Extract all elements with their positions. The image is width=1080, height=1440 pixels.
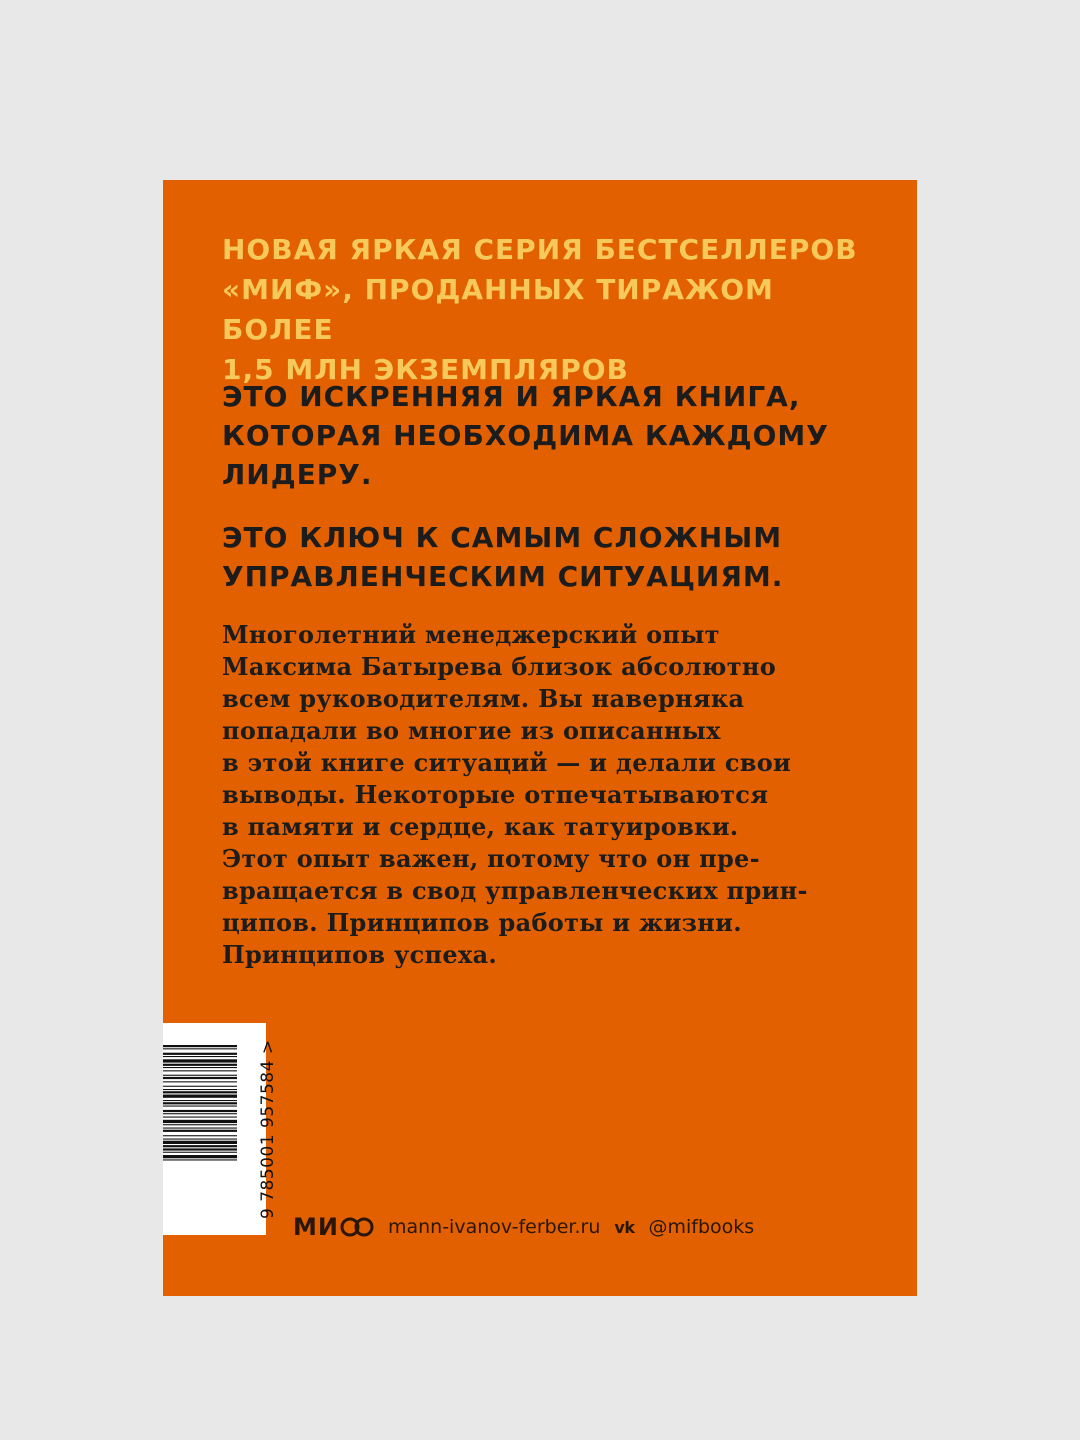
barcode-bars — [163, 1023, 266, 1235]
barcode-bar — [163, 1159, 237, 1160]
promo-line: «МИФ», ПРОДАННЫХ ТИРАЖОМ БОЛЕЕ — [222, 273, 774, 346]
barcode-bar — [163, 1086, 237, 1087]
barcode-bar — [163, 1045, 237, 1047]
tagline-line: КОТОРАЯ НЕОБХОДИМА КАЖДОМУ — [222, 419, 829, 452]
logo-text: МИ — [293, 1213, 339, 1241]
promo-line: 1,5 МЛН ЭКЗЕМПЛЯРОВ — [222, 353, 629, 386]
barcode-bar — [163, 1145, 237, 1147]
book-back-cover — [163, 180, 917, 1296]
barcode-bar — [163, 1117, 237, 1118]
isbn-number: 9 785001 957584 > — [258, 1039, 278, 1219]
barcode-bar — [163, 1075, 237, 1076]
barcode-bar — [163, 1070, 237, 1071]
barcode-bar — [163, 1053, 237, 1055]
barcode-bar — [163, 1155, 237, 1158]
isbn-barcode — [163, 1023, 278, 1235]
publisher-footer — [293, 1212, 754, 1242]
barcode-bar — [163, 1148, 237, 1150]
barcode-bar — [163, 1130, 237, 1132]
description-line: вращается в свод управленческих прин- — [222, 876, 808, 905]
description-line: в памяти и сердце, как татуировки. — [222, 812, 739, 841]
barcode-bar — [163, 1048, 237, 1049]
barcode-bar — [163, 1077, 237, 1079]
description-line: ципов. Принципов работы и жизни. — [222, 908, 742, 937]
tagline-line: УПРАВЛЕНЧЕСКИМ СИТУАЦИЯМ. — [222, 560, 784, 593]
promo-line: НОВАЯ ЯРКАЯ СЕРИЯ БЕСТСЕЛЛЕРОВ — [222, 233, 858, 266]
barcode-bar — [163, 1113, 237, 1114]
barcode-bar — [163, 1056, 237, 1057]
barcode-bar — [163, 1067, 237, 1068]
barcode-bar — [163, 1124, 237, 1125]
description-line: Многолетний менеджерский опыт — [222, 620, 720, 649]
publisher-website: mann-ivanov-ferber.ru — [387, 1216, 601, 1238]
barcode-bar — [163, 1120, 237, 1123]
barcode-bar — [163, 1091, 237, 1093]
description-line: в этой книге ситуаций — и делали свои — [222, 748, 792, 777]
infinity-loop-icon — [340, 1216, 374, 1238]
barcode-bar — [163, 1128, 237, 1129]
barcode-bar — [163, 1095, 237, 1098]
description-line: Принципов успеха. — [222, 940, 498, 969]
barcode-bar — [163, 1139, 237, 1140]
description-line: попадали во многие из описанных — [222, 716, 721, 745]
barcode-bar — [163, 1089, 237, 1090]
barcode-bar — [163, 1102, 237, 1104]
barcode-bar — [163, 1100, 237, 1101]
vk-icon: vk — [614, 1217, 635, 1237]
publisher-logo — [293, 1213, 374, 1241]
tagline-sincere-book — [222, 377, 862, 494]
barcode-bar — [163, 1135, 237, 1136]
tagline-line: ЛИДЕРУ. — [222, 458, 373, 491]
tagline-line: ЭТО КЛЮЧ К САМЫМ СЛОЖНЫМ — [222, 521, 783, 554]
barcode-bar — [163, 1106, 237, 1107]
barcode-bar — [163, 1141, 237, 1144]
book-description — [222, 619, 842, 971]
tagline-key-to-situations — [222, 518, 862, 596]
barcode-bar — [163, 1110, 237, 1112]
barcode-bar — [163, 1059, 237, 1062]
series-promo-text — [222, 230, 882, 390]
tagline-line: ЭТО ИСКРЕННЯЯ И ЯРКАЯ КНИГА, — [222, 380, 801, 413]
description-line: выводы. Некоторые отпечатываются — [222, 780, 769, 809]
description-line: всем руководителям. Вы наверняка — [222, 684, 745, 713]
barcode-bar — [163, 1152, 237, 1153]
description-line: Максима Батырева близок абсолютно — [222, 652, 777, 681]
social-handle: @mifbooks — [648, 1216, 755, 1238]
barcode-bar — [163, 1081, 237, 1082]
description-line: Этот опыт важен, потому что он пре- — [222, 844, 760, 873]
barcode-bar — [163, 1064, 237, 1066]
